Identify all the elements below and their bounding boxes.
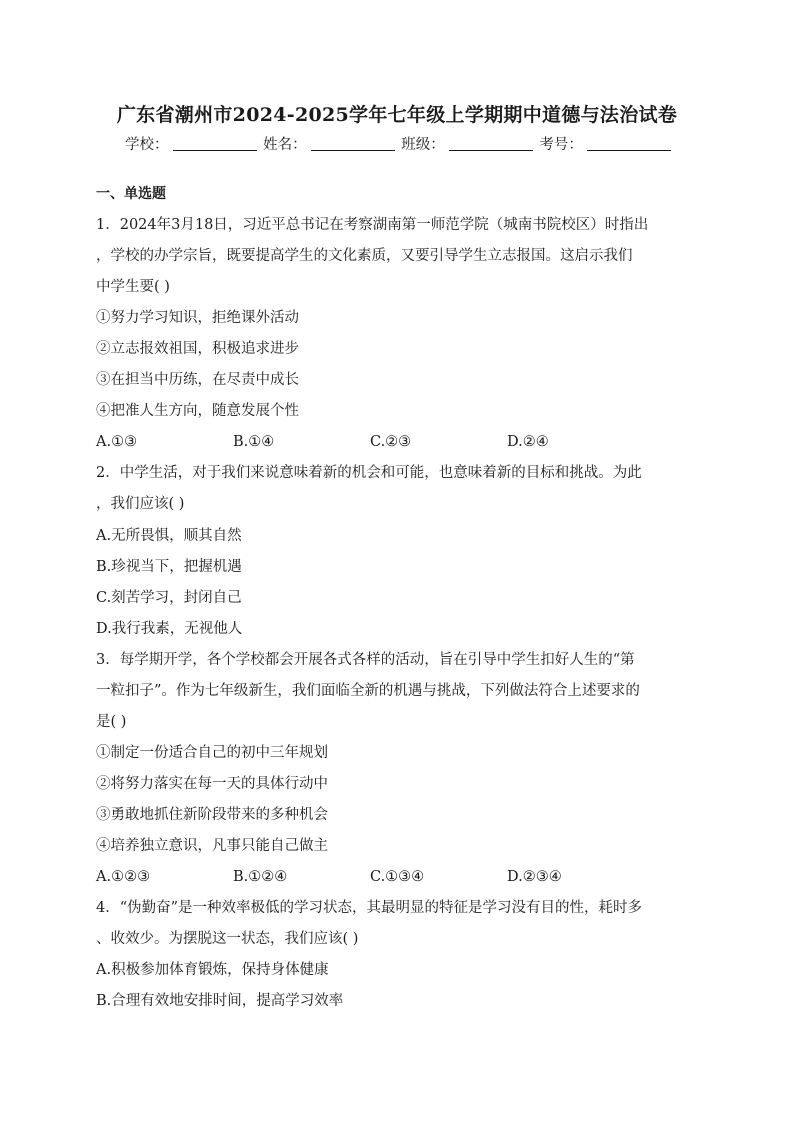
option-a[interactable]: A.积极参加体育锻炼，保持身体健康 (96, 962, 329, 979)
exam-number-label: 考号： (539, 137, 583, 153)
school-blank[interactable] (173, 135, 257, 151)
option-c[interactable]: C.②③ (370, 434, 412, 451)
question-3 (96, 645, 706, 893)
answer-options-row (96, 427, 706, 458)
exam-number-blank[interactable] (587, 135, 671, 151)
option-d[interactable]: D.②④ (507, 434, 549, 451)
question-stem-line: 1．2024年3月18日，习近平总书记在考察湖南第一师范学院（城南书院校区）时指出 (96, 217, 649, 234)
section-heading: 一、单选题 (96, 186, 166, 202)
option-c[interactable]: C.刻苦学习，封闭自己 (96, 589, 242, 606)
question-stem-line: ，我们应该( ) (96, 496, 185, 513)
question-4 (96, 893, 706, 1017)
option-a[interactable]: A.无所畏惧，顺其自然 (96, 527, 242, 544)
option-b[interactable]: B.①②④ (233, 869, 288, 886)
statement-item: ④把准人生方向，随意发展个性 (96, 403, 299, 420)
option-b[interactable]: B.珍视当下，把握机遇 (96, 558, 242, 575)
option-d[interactable]: D.②③④ (507, 869, 562, 886)
name-blank[interactable] (311, 135, 395, 151)
question-stem-line: 是( ) (96, 713, 127, 730)
option-d[interactable]: D.我行我素，无视他人 (96, 620, 243, 637)
name-label: 姓名： (263, 137, 307, 153)
statement-item: ③在担当中历练，在尽责中成长 (96, 372, 299, 389)
statement-item: ②将努力落实在每一天的具体行动中 (96, 775, 328, 792)
answer-options-row (96, 862, 706, 893)
statement-item: ③勇敢地抓住新阶段带来的多种机会 (96, 806, 328, 823)
question-stem-line: ，学校的办学宗旨，既要提高学生的文化素质，又要引导学生立志报国。这启示我们 (96, 248, 633, 265)
option-c[interactable]: C.①③④ (370, 869, 425, 886)
question-stem-line: 2．中学生活，对于我们来说意味着新的机会和可能，也意味着新的目标和挑战。为此 (96, 465, 642, 482)
option-b[interactable]: B.①④ (233, 434, 275, 451)
class-blank[interactable] (449, 135, 533, 151)
school-label: 学校： (125, 137, 169, 153)
option-a[interactable]: A.①②③ (96, 869, 151, 886)
option-a[interactable]: A.①③ (96, 434, 138, 451)
question-list (96, 179, 706, 1017)
class-label: 班级： (401, 137, 445, 153)
statement-item: ②立志报效祖国，积极追求进步 (96, 341, 299, 358)
question-stem-line: 中学生要( ) (96, 279, 170, 296)
question-stem-line: 3．每学期开学，各个学校都会开展各式各样的活动，旨在引导中学生扣好人生的“第 (96, 651, 635, 668)
statement-item: ①制定一份适合自己的初中三年规划 (96, 744, 328, 761)
question-1 (96, 210, 706, 458)
statement-item: ④培养独立意识，凡事只能自己做主 (96, 837, 328, 854)
student-info-row (125, 134, 673, 156)
question-stem-line: 4．“伪勤奋”是一种效率极低的学习状态，其最明显的特征是学习没有目的性，耗时多 (96, 900, 643, 917)
exam-title: 广东省潮州市2024-2025学年七年级上学期期中道德与法治试卷 (116, 104, 678, 126)
option-b[interactable]: B.合理有效地安排时间，提高学习效率 (96, 993, 344, 1010)
question-stem-line: 、收效少。为摆脱这一状态，我们应该( ) (96, 931, 359, 948)
question-2 (96, 458, 706, 644)
question-stem-line: 一粒扣子”。作为七年级新生，我们面临全新的机遇与挑战，下列做法符合上述要求的 (96, 682, 640, 699)
statement-item: ①努力学习知识，拒绝课外活动 (96, 310, 299, 327)
